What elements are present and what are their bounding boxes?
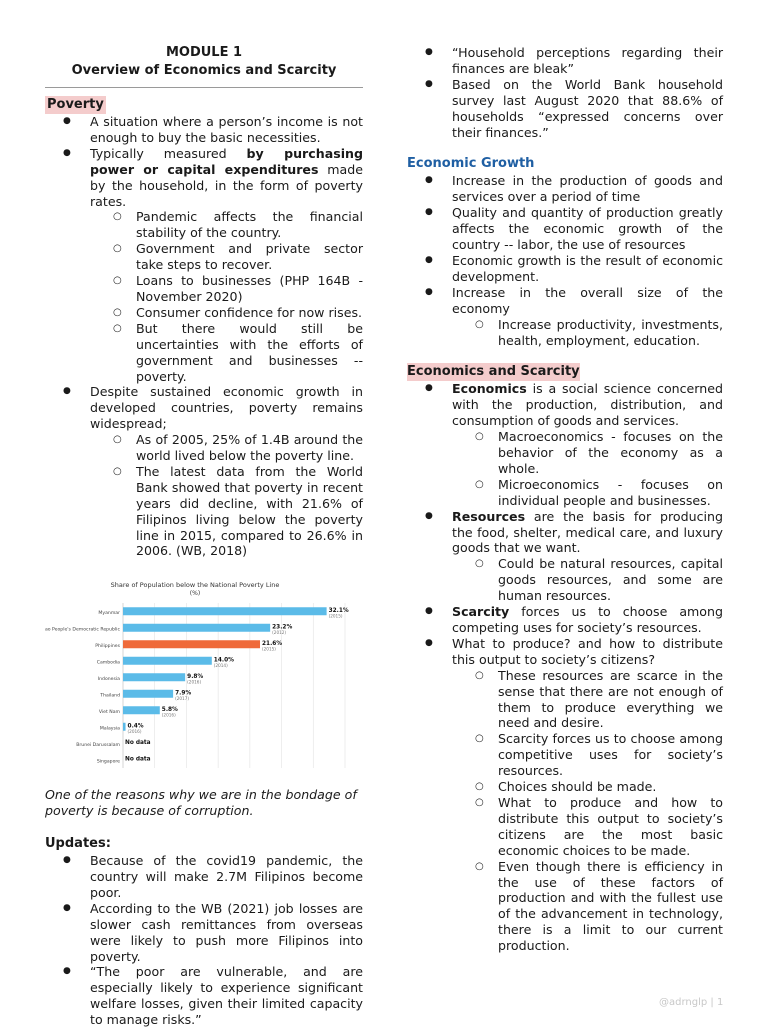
category-label: Thailand bbox=[100, 693, 120, 699]
chart-bar bbox=[123, 608, 327, 616]
chart-bars bbox=[45, 608, 349, 765]
sub-list-item: ○ Consumer confidence for now rises. bbox=[90, 305, 363, 321]
sub-list-item: ○ Choices should be made. bbox=[452, 779, 723, 795]
updates-list bbox=[45, 853, 363, 1028]
text-span: are the basis for producing the food, shelter, medical care, and luxury goods that we want. bbox=[452, 508, 723, 556]
module-header bbox=[45, 44, 363, 80]
text-span: Despite sustained economic growth in developed countries, poverty remains widespread; bbox=[90, 384, 363, 432]
sub-list-item: ○ Increase productivity, investments, health, employment, education. bbox=[452, 317, 723, 349]
category-label: Lao People's Democratic Republic bbox=[45, 627, 120, 633]
sub-list-item: ○ Macroeconomics - focuses on the behavior of the economy as a whole. bbox=[452, 429, 723, 477]
sub-list-item: ○ Even though there is efficiency in the use of these factors of production and with the fullest use of the advancement in technology, there is a limit to our current production. bbox=[452, 859, 723, 954]
list-item: ● A situation where a person’s income is not enough to buy the basic necessities. bbox=[45, 114, 363, 146]
growth-list bbox=[407, 173, 723, 348]
value-label: No data bbox=[125, 740, 151, 747]
year-label: (2014) bbox=[213, 663, 228, 669]
scarcity-list bbox=[407, 381, 723, 954]
updates-list-continued bbox=[407, 45, 723, 140]
page-footer: @adrnglp | 1 bbox=[659, 997, 724, 1008]
module-title: Overview of Economics and Scarcity bbox=[71, 63, 337, 78]
category-label: Viet Nam bbox=[98, 710, 120, 716]
category-label: Myanmar bbox=[98, 611, 120, 617]
chart-bar bbox=[123, 674, 185, 682]
text-span: forces us to choose among competing uses for society’s resources. bbox=[452, 604, 723, 635]
value-label: No data bbox=[125, 756, 151, 763]
sub-list bbox=[45, 209, 363, 384]
sub-list-item: ○ Scarcity forces us to choose among competitive uses for society’s resources. bbox=[452, 731, 723, 779]
right-column bbox=[407, 45, 723, 954]
value-label: 32.1% bbox=[328, 608, 349, 615]
sub-list-item: ○ As of 2005, 25% of 1.4B around the world lived below the poverty line. bbox=[90, 432, 363, 464]
category-label: Brunei Darussalam bbox=[76, 743, 120, 749]
chart-bar bbox=[123, 707, 160, 715]
category-label: Malaysia bbox=[99, 726, 120, 732]
value-label: 23.2% bbox=[272, 624, 293, 631]
year-label: (2017) bbox=[175, 696, 190, 702]
sub-list bbox=[407, 668, 723, 954]
list-item: ● “Household perceptions regarding their finances are bleak” bbox=[407, 45, 723, 77]
text-span: is a social science concerned with the production, distribution, and consumption of goods and services. bbox=[452, 381, 723, 429]
section-heading-economics-and-scarcity: Economics and Scarcity bbox=[407, 364, 580, 380]
value-label: 0.4% bbox=[127, 723, 144, 730]
value-label: 5.8% bbox=[161, 707, 178, 714]
chart-title: Share of Population below the National Poverty Line bbox=[110, 581, 280, 590]
chart-svg bbox=[45, 579, 363, 769]
list-item: ● Economic growth is the result of economic development. bbox=[407, 253, 723, 285]
list-item: ● Increase in the production of goods and services over a period of time bbox=[407, 173, 723, 205]
list-item: ● Quality and quantity of production greatly affects the economic growth of the country -- labor, the use of resources bbox=[407, 205, 723, 253]
section-heading-economic-growth: Economic Growth bbox=[407, 156, 535, 172]
category-label: Philippines bbox=[95, 644, 120, 650]
value-label: 9.8% bbox=[187, 674, 204, 681]
sub-list-item: ○ Government and private sector take steps to recover. bbox=[90, 241, 363, 273]
poverty-bar-chart bbox=[45, 579, 363, 773]
sub-list-item: ○ Microeconomics - focuses on individual people and businesses. bbox=[452, 477, 723, 509]
chart-bar bbox=[123, 624, 270, 632]
poverty-list bbox=[45, 114, 363, 559]
text-span: Increase in the overall size of the economy bbox=[452, 284, 723, 316]
sub-list-item: ○ The latest data from the World Bank showed that poverty in recent years did decline, with 21.6% of Filipinos living below the poverty line in 2015, compared to 26.6% in 2006. (WB, 2018) bbox=[90, 464, 363, 559]
chart-bar bbox=[123, 657, 212, 665]
list-item: ● Based on the World Bank household survey last August 2020 that 88.6% of households “expressed concerns over their finances.” bbox=[407, 77, 723, 141]
year-label: (2016) bbox=[127, 729, 142, 735]
chart-bar bbox=[123, 723, 126, 731]
bold-text: Resources bbox=[452, 508, 526, 524]
bold-text: by purchasing power or capital expenditures bbox=[90, 145, 363, 177]
sub-list-item: ○ But there would still be uncertainties with the efforts of government and businesses -- poverty. bbox=[90, 321, 363, 385]
sub-list-item: ○ Could be natural resources, capital goods resources, and some are human resources. bbox=[452, 556, 723, 604]
category-label: Indonesia bbox=[97, 677, 120, 683]
left-column bbox=[45, 0, 363, 1028]
value-label: 14.0% bbox=[213, 657, 234, 664]
text-span: Typically measured bbox=[90, 145, 247, 161]
bold-text: Economics bbox=[452, 381, 527, 397]
text-span: made by the household, in the form of poverty rates. bbox=[90, 161, 363, 209]
list-item: ● “The poor are vulnerable, and are especially likely to experience significant welfare losses, given their limited capacity to manage risks.” bbox=[45, 964, 363, 1028]
year-label: (2012) bbox=[272, 630, 287, 636]
list-item bbox=[45, 146, 363, 385]
category-label: Singapore bbox=[96, 759, 120, 765]
sub-list bbox=[45, 432, 363, 559]
sub-list-item: ○ What to produce and how to distribute this output to society’s citizens are the most basic economic choices to be made. bbox=[452, 795, 723, 859]
sub-list-item: ○ These resources are scarce in the sense that there are not enough of them to produce everything we need and desire. bbox=[452, 668, 723, 732]
year-label: (2015) bbox=[328, 613, 343, 619]
list-item bbox=[407, 509, 723, 604]
chart-bar bbox=[123, 690, 173, 698]
list-item bbox=[407, 604, 723, 636]
header-divider bbox=[45, 87, 363, 88]
chart-bar bbox=[123, 641, 260, 649]
list-item: ● Because of the covid19 pandemic, the country will make 2.7M Filipinos become poor. bbox=[45, 853, 363, 901]
list-item bbox=[407, 285, 723, 349]
section-heading-updates: Updates: bbox=[45, 836, 111, 852]
value-label: 21.6% bbox=[262, 641, 283, 648]
sub-list bbox=[407, 429, 723, 509]
sub-list bbox=[407, 556, 723, 604]
sub-list-item: ○ Loans to businesses (PHP 164B - November 2020) bbox=[90, 273, 363, 305]
chart-subtitle: (%) bbox=[189, 590, 201, 598]
list-item bbox=[45, 384, 363, 559]
sub-list-item: ○ Pandemic affects the financial stability of the country. bbox=[90, 209, 363, 241]
sub-list bbox=[407, 317, 723, 349]
section-heading-poverty: Poverty bbox=[47, 97, 104, 112]
corruption-note: One of the reasons why we are in the bondage of poverty is because of corruption. bbox=[45, 787, 357, 819]
text-span: What to produce? and how to distribute this output to society’s citizens? bbox=[452, 635, 723, 667]
category-label: Cambodia bbox=[96, 660, 120, 666]
year-label: (2016) bbox=[161, 712, 176, 718]
list-item: ● According to the WB (2021) job losses are slower cash remittances from overseas were likely to push more Filipinos into poverty. bbox=[45, 901, 363, 965]
year-label: (2016) bbox=[187, 679, 202, 685]
bold-text: Scarcity bbox=[452, 604, 510, 620]
value-label: 7.9% bbox=[175, 690, 192, 697]
year-label: (2015) bbox=[262, 646, 276, 652]
list-item bbox=[407, 636, 723, 954]
module-number: MODULE 1 bbox=[165, 45, 243, 60]
list-item bbox=[407, 381, 723, 508]
